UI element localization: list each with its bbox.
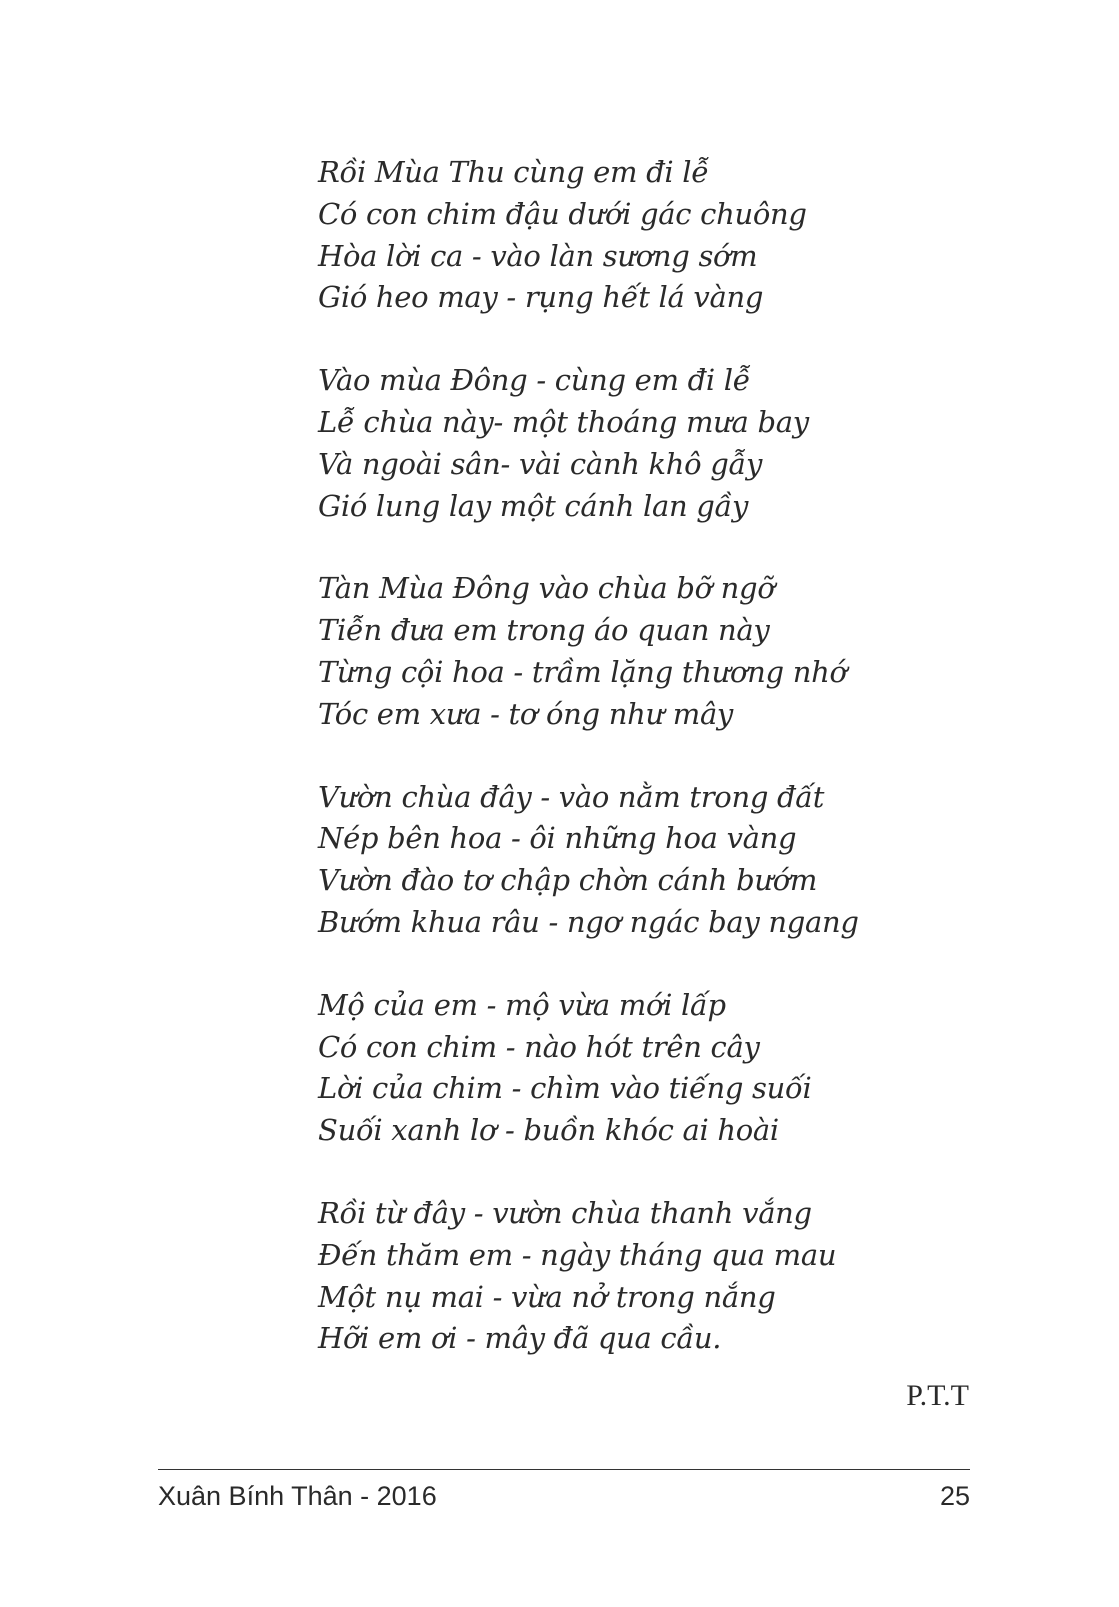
poem-line: Suối xanh lơ - buồn khóc ai hoài xyxy=(318,1113,779,1148)
poem-line: Tiễn đưa em trong áo quan này xyxy=(318,613,770,648)
footer-page-number: 25 xyxy=(939,1481,970,1511)
stanza-4 xyxy=(318,777,998,944)
poem-line: Gió heo may - rụng hết lá vàng xyxy=(318,280,764,315)
poem-line: Từng cội hoa - trầm lặng thương nhớ xyxy=(318,654,847,689)
author-signature: P.T.T xyxy=(906,1379,969,1412)
poem-line: Có con chim đậu dưới gác chuông xyxy=(318,196,807,231)
poem-line: Lời của chim - chìm vào tiếng suối xyxy=(318,1071,812,1106)
poem-line: Rồi từ đây - vườn chùa thanh vắng xyxy=(318,1195,812,1230)
stanza-2 xyxy=(318,360,998,527)
poem-line: Rồi Mùa Thu cùng em đi lễ xyxy=(318,155,709,189)
poem-line: Gió lung lay một cánh lan gầy xyxy=(318,488,749,523)
poem-line: Nép bên hoa - ôi những hoa vàng xyxy=(318,821,797,856)
stanza-1 xyxy=(318,152,998,319)
poem-line: Đến thăm em - ngày tháng qua mau xyxy=(318,1237,837,1272)
poem-line: Vườn đào tơ chập chờn cánh bướm xyxy=(318,863,818,898)
poem-line: Và ngoài sân- vài cành khô gẫy xyxy=(318,446,763,481)
poem-line: Vào mùa Đông - cùng em đi lễ xyxy=(318,363,751,398)
footer-publication-title: Xuân Bính Thân - 2016 xyxy=(158,1481,437,1511)
stanza-6 xyxy=(318,1193,998,1360)
poem-line: Bướm khua râu - ngơ ngác bay ngang xyxy=(318,904,859,939)
stanza-3 xyxy=(318,568,998,735)
poem-line: Hòa lời ca - vào làn sương sớm xyxy=(318,238,758,273)
poem-line: Tóc em xưa - tơ óng như mây xyxy=(318,696,734,731)
poem-line: Có con chim - nào hót trên cây xyxy=(318,1029,760,1064)
poem-line: Vườn chùa đây - vào nằm trong đất xyxy=(318,779,825,814)
poem-line: Tàn Mùa Đông vào chùa bỡ ngỡ xyxy=(318,571,775,606)
poem-body xyxy=(318,152,998,1360)
stanza-5 xyxy=(318,985,998,1152)
poem-line: Lễ chùa này- một thoáng mưa bay xyxy=(318,404,809,439)
poem-line: Một nụ mai - vừa nở trong nắng xyxy=(318,1279,776,1314)
poem-line: Hỡi em ơi - mây đã qua cầu. xyxy=(318,1321,722,1356)
poem-line: Mộ của em - mộ vừa mới lấp xyxy=(318,987,726,1022)
footer-divider xyxy=(158,1469,970,1470)
